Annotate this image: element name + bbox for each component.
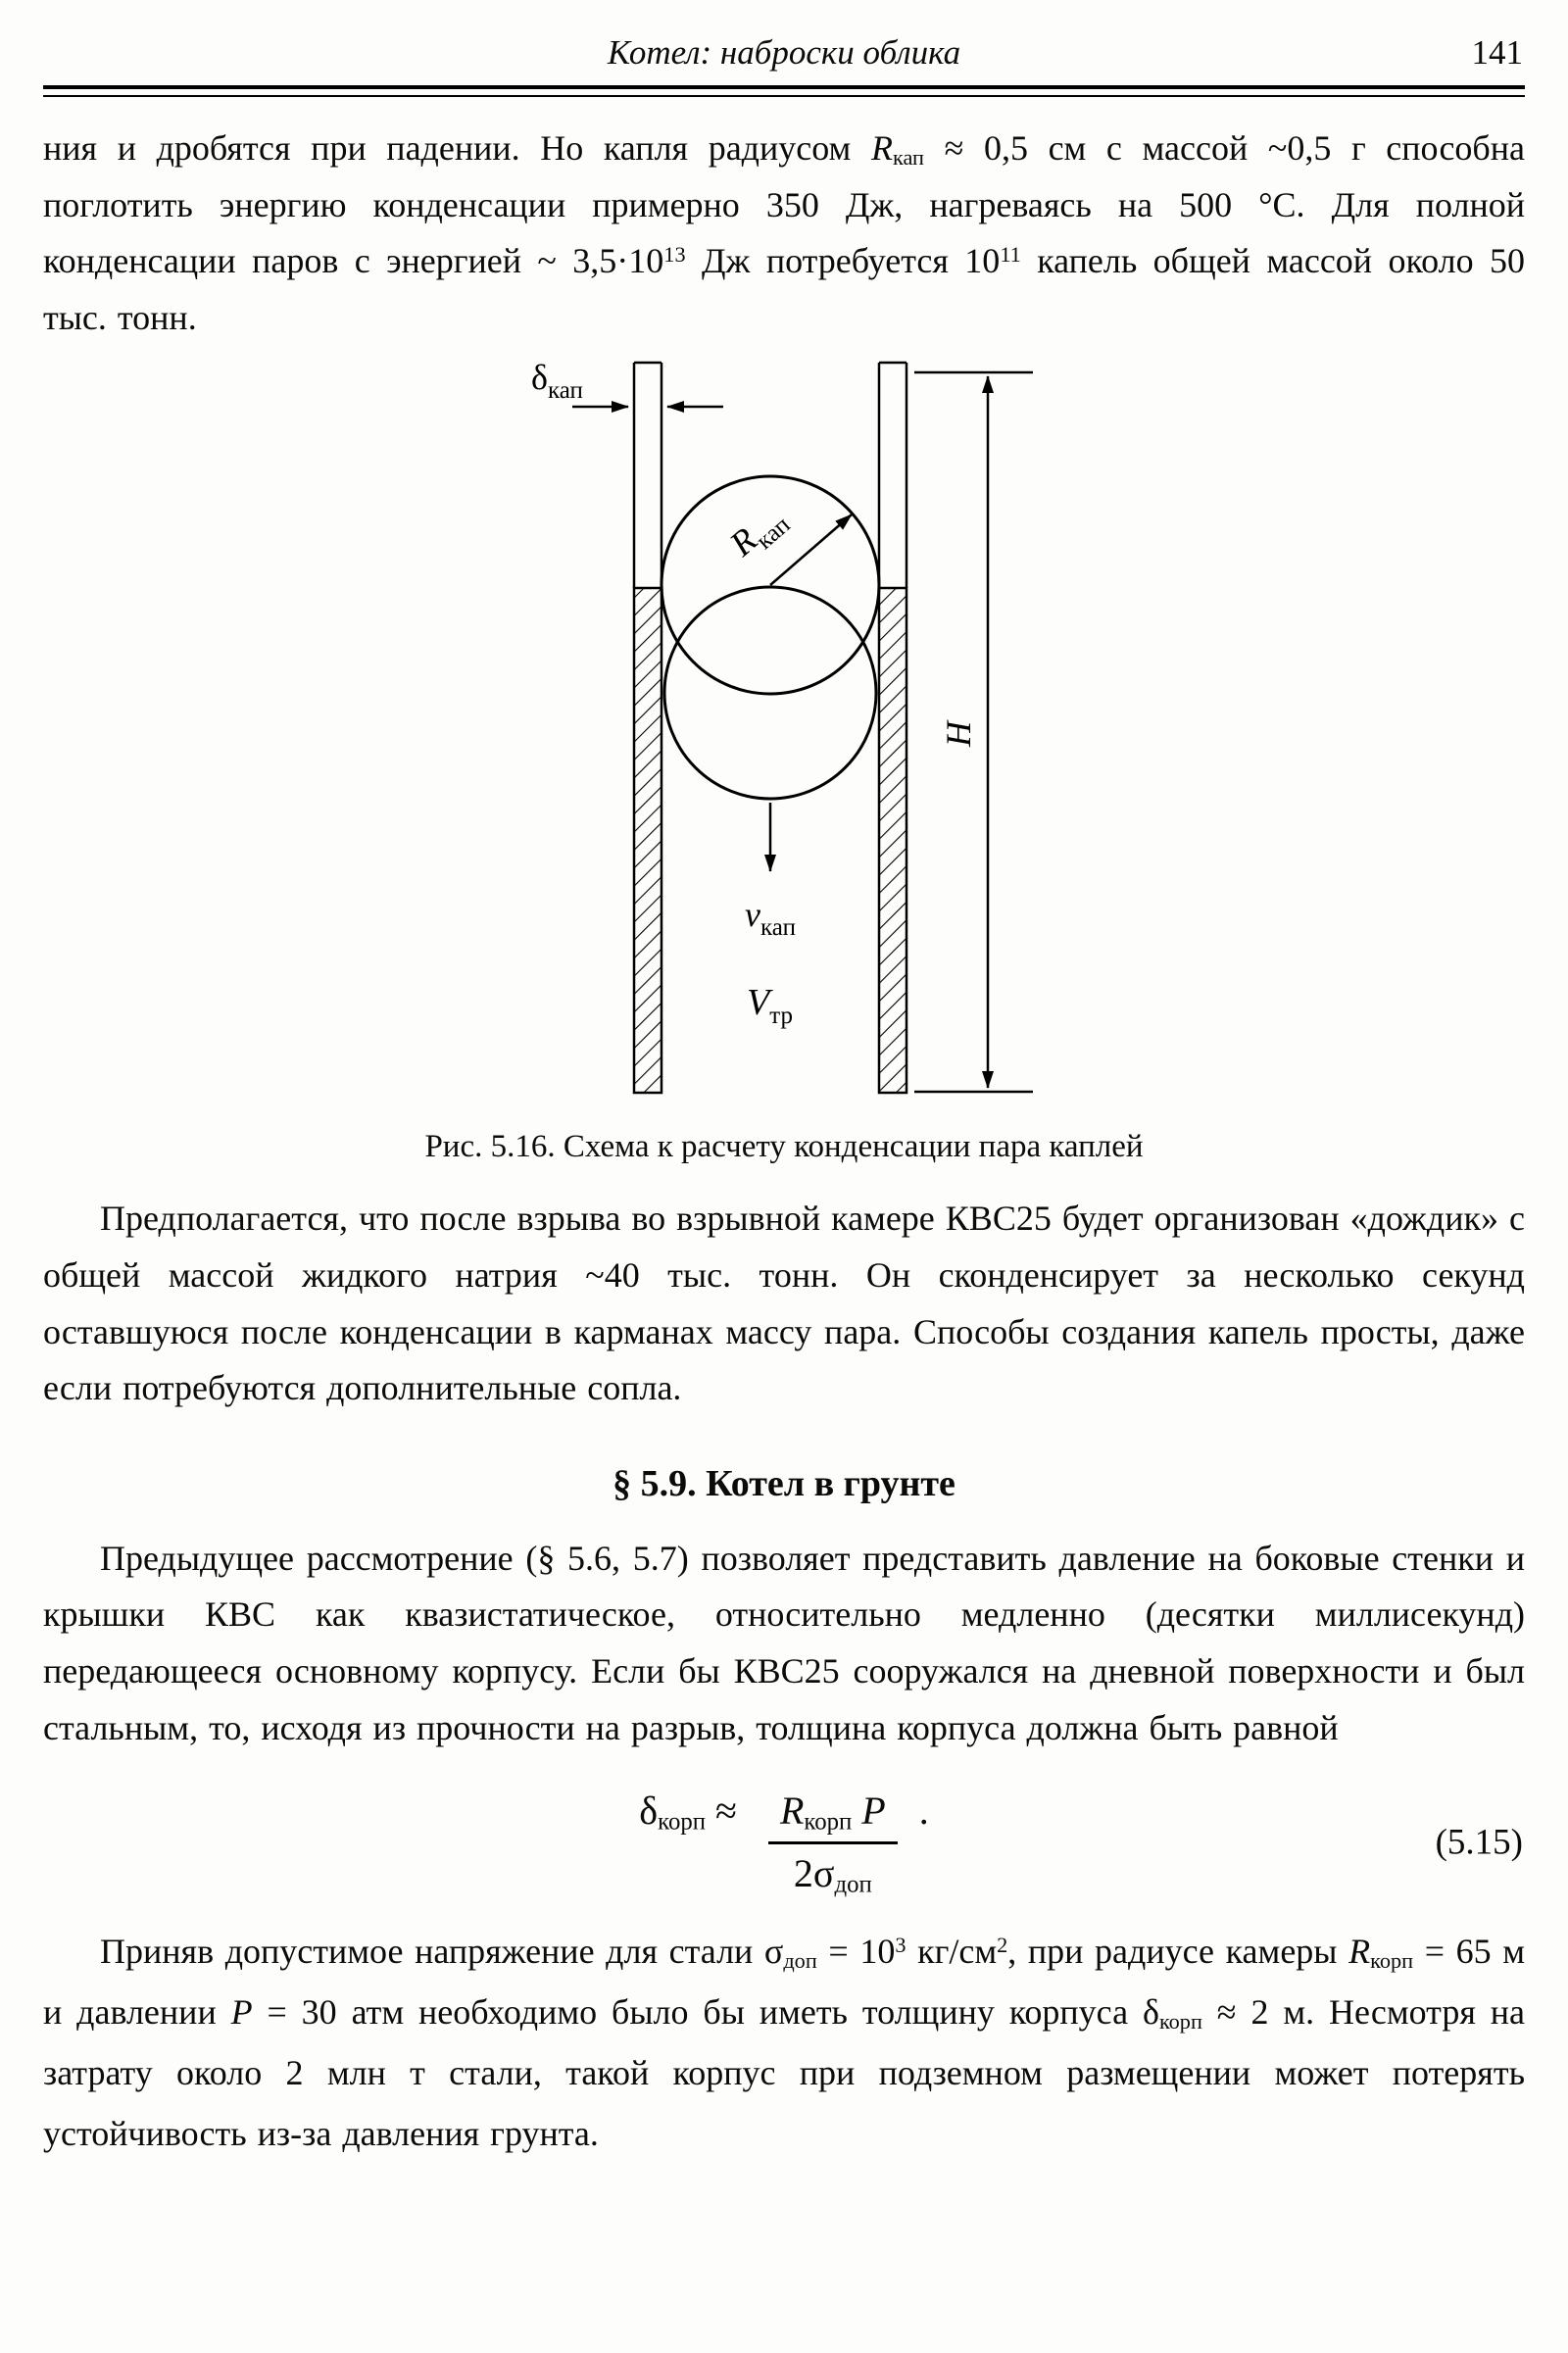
paragraph-rain: Предполагается, что после взрыва во взрывной камере КВС25 будет организован «дождик» с общей массой жидкого натрия ~40 тыс. тонн. Он сконденсирует за несколько секунд оставшуюся после конденсации в карманах массу пара. Способы создания капель просты, даже если потребуются дополнительные сопла. [43, 1199, 1525, 1408]
tube-volume-label: $V_{тр}$ [747, 982, 793, 1030]
figure-caption: Рис. 5.16. Схема к расчету конденсации пара каплей [424, 1129, 1144, 1165]
equation-fraction [768, 1788, 898, 1896]
paragraph-pressure: Предыдущее рассмотрение (§ 5.6, 5.7) позволяет представить давление на боковые стенки и крышки КВС как квазистатическое, относительно медленно (десятки миллисекунд) передающееся основному корпусу. Если бы КВС25 сооружался на дневной поверхности и был стальным, то, исходя из прочности на разрыв, толщина корпуса должна быть равной [43, 1538, 1525, 1747]
radius-label: $R_{кап}$ [722, 512, 796, 564]
velocity-label: $v_{кап}$ [745, 895, 796, 942]
equation-number: (5.15) [1435, 1822, 1523, 1863]
equation-5-15 [43, 1788, 1525, 1896]
page-number: 141 [1471, 33, 1523, 72]
height-label: H [939, 721, 978, 748]
left-wall-hatch [634, 588, 662, 1093]
running-head: Котел: наброски облика [607, 33, 961, 72]
paragraph-condensation: ния и дробятся при падении. Но капля радиусом $R_{кап} \approx 0,5$ см с массой ~0,5 г способна поглотить энергию конденсации примерно 350 Дж, нагреваясь на 500 °С. Для полной конденсации паров с энергией ~ $3,5\cdot 10^{13}$ Дж потребуется $10^{11}$ капель общей массой около 50 тыс. тонн. [43, 128, 1525, 337]
header-rule [43, 85, 1525, 97]
figure-drawing [529, 360, 1039, 1114]
paragraph-steel: Приняв допустимое напряжение для стали $\sigma_{доп} = 10^3$ $кг/см^2$, при радиусе камеры $R_{корп} = 65$ м и давлении P = 30 атм необходимо было бы иметь толщину корпуса $\delta_{корп} \approx 2$ м. Несмотря на затрату около 2 млн т стали, такой корпус при подземном размещении может потерять устойчивость из-за давления грунта. [43, 1932, 1526, 2153]
delta-label: $\delta_{кап}$ [531, 360, 583, 405]
equation-denominator: $2\sigma_{доп}$ [793, 1851, 872, 1898]
equation-body [639, 1788, 928, 1896]
equation-period: . [918, 1789, 929, 1834]
equation-lhs: $\delta_{корп}$ ≈ [639, 1789, 737, 1836]
figure-5-16 [43, 360, 1525, 1165]
equation-numerator: $R_{корп}$ P [768, 1788, 898, 1844]
page-header [43, 33, 1525, 82]
right-wall-hatch [879, 588, 906, 1093]
section-heading: § 5.9. Котел в грунте [612, 1462, 956, 1504]
